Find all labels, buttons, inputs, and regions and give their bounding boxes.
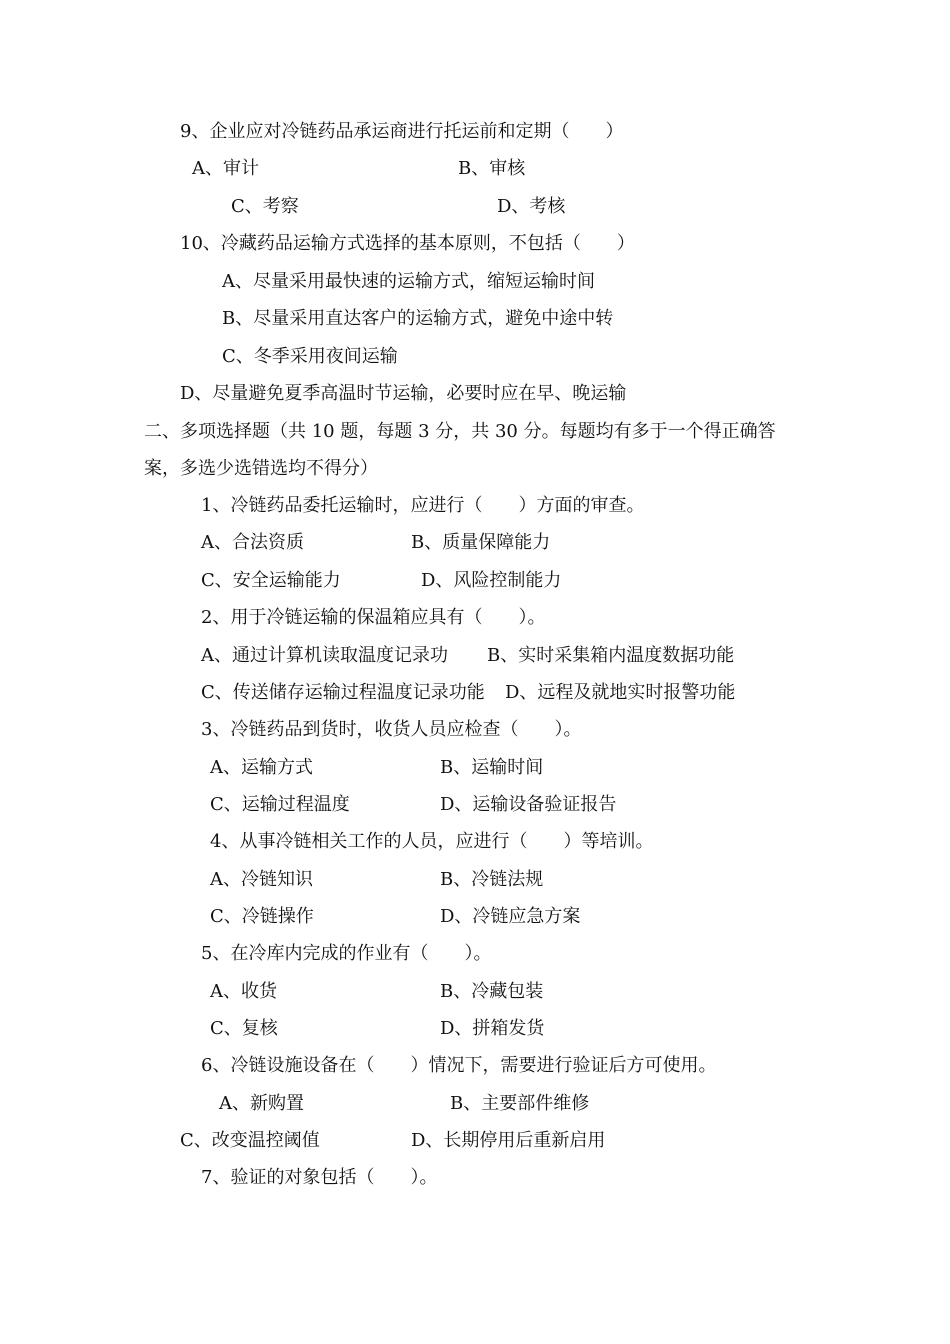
m3-option-b: B、运输时间 — [440, 757, 544, 778]
m7-question: 7、验证的对象包括（ ）。 — [201, 1167, 438, 1188]
m1-option-d: D、风险控制能力 — [421, 570, 562, 591]
m4-option-c: C、冷链操作 — [210, 906, 314, 927]
section2-heading-line2: 案，多选少选错选均不得分） — [144, 458, 378, 479]
m2-option-d: D、远程及就地实时报警功能 — [505, 682, 736, 703]
q10-option-d: D、尽量避免夏季高温时节运输，必要时应在早、晚运输 — [180, 383, 627, 404]
m4-option-b: B、冷链法规 — [440, 869, 544, 890]
m3-option-c: C、运输过程温度 — [210, 794, 350, 815]
m3-option-a: A、运输方式 — [210, 757, 313, 778]
m2-question: 2、用于冷链运输的保温箱应具有（ ）。 — [201, 607, 546, 628]
m3-option-d: D、运输设备验证报告 — [440, 794, 617, 815]
q9-question: 9、企业应对冷链药品承运商进行托运前和定期（ ） — [180, 121, 624, 142]
m6-option-a: A、新购置 — [219, 1093, 304, 1114]
m6-option-b: B、主要部件维修 — [450, 1093, 590, 1114]
m5-option-c: C、复核 — [210, 1018, 278, 1039]
m4-option-d: D、冷链应急方案 — [440, 906, 581, 927]
m1-question: 1、冷链药品委托运输时，应进行（ ）方面的审查。 — [201, 495, 645, 516]
m1-option-a: A、合法资质 — [201, 532, 304, 553]
m2-option-c: C、传送储存运输过程温度记录功能 — [201, 682, 485, 703]
q10-option-b: B、尽量采用直达客户的运输方式，避免中途中转 — [222, 308, 614, 329]
q9-option-d: D、考核 — [497, 196, 566, 217]
m2-option-a: A、通过计算机读取温度记录功 — [201, 645, 448, 666]
m2-option-b: B、实时采集箱内温度数据功能 — [487, 645, 735, 666]
m6-question: 6、冷链设施设备在（ ）情况下，需要进行验证后方可使用。 — [201, 1055, 717, 1076]
q10-question: 10、冷藏药品运输方式选择的基本原则，不包括（ ） — [180, 233, 635, 254]
q10-option-c: C、冬季采用夜间运输 — [222, 346, 398, 367]
m6-option-d: D、长期停用后重新启用 — [411, 1130, 606, 1151]
m1-option-c: C、安全运输能力 — [201, 570, 341, 591]
m4-question: 4、从事冷链相关工作的人员，应进行（ ）等培训。 — [210, 831, 654, 852]
m5-option-b: B、冷藏包装 — [440, 981, 544, 1002]
m5-option-a: A、收货 — [210, 981, 277, 1002]
q9-option-c: C、考察 — [231, 196, 299, 217]
m1-option-b: B、质量保障能力 — [411, 532, 551, 553]
m5-option-d: D、拼箱发货 — [440, 1018, 545, 1039]
m5-question: 5、在冷库内完成的作业有（ ）。 — [201, 943, 492, 964]
q9-option-b: B、审核 — [458, 158, 526, 179]
m4-option-a: A、冷链知识 — [210, 869, 313, 890]
m6-option-c: C、改变温控阈值 — [180, 1130, 320, 1151]
q10-option-a: A、尽量采用最快速的运输方式，缩短运输时间 — [222, 271, 595, 292]
m3-question: 3、冷链药品到货时，收货人员应检查（ ）。 — [201, 719, 582, 740]
section2-heading-line1: 二、多项选择题（共 10 题，每题 3 分，共 30 分。每题均有多于一个得正确答 — [144, 421, 776, 442]
q9-option-a: A、审计 — [192, 158, 259, 179]
